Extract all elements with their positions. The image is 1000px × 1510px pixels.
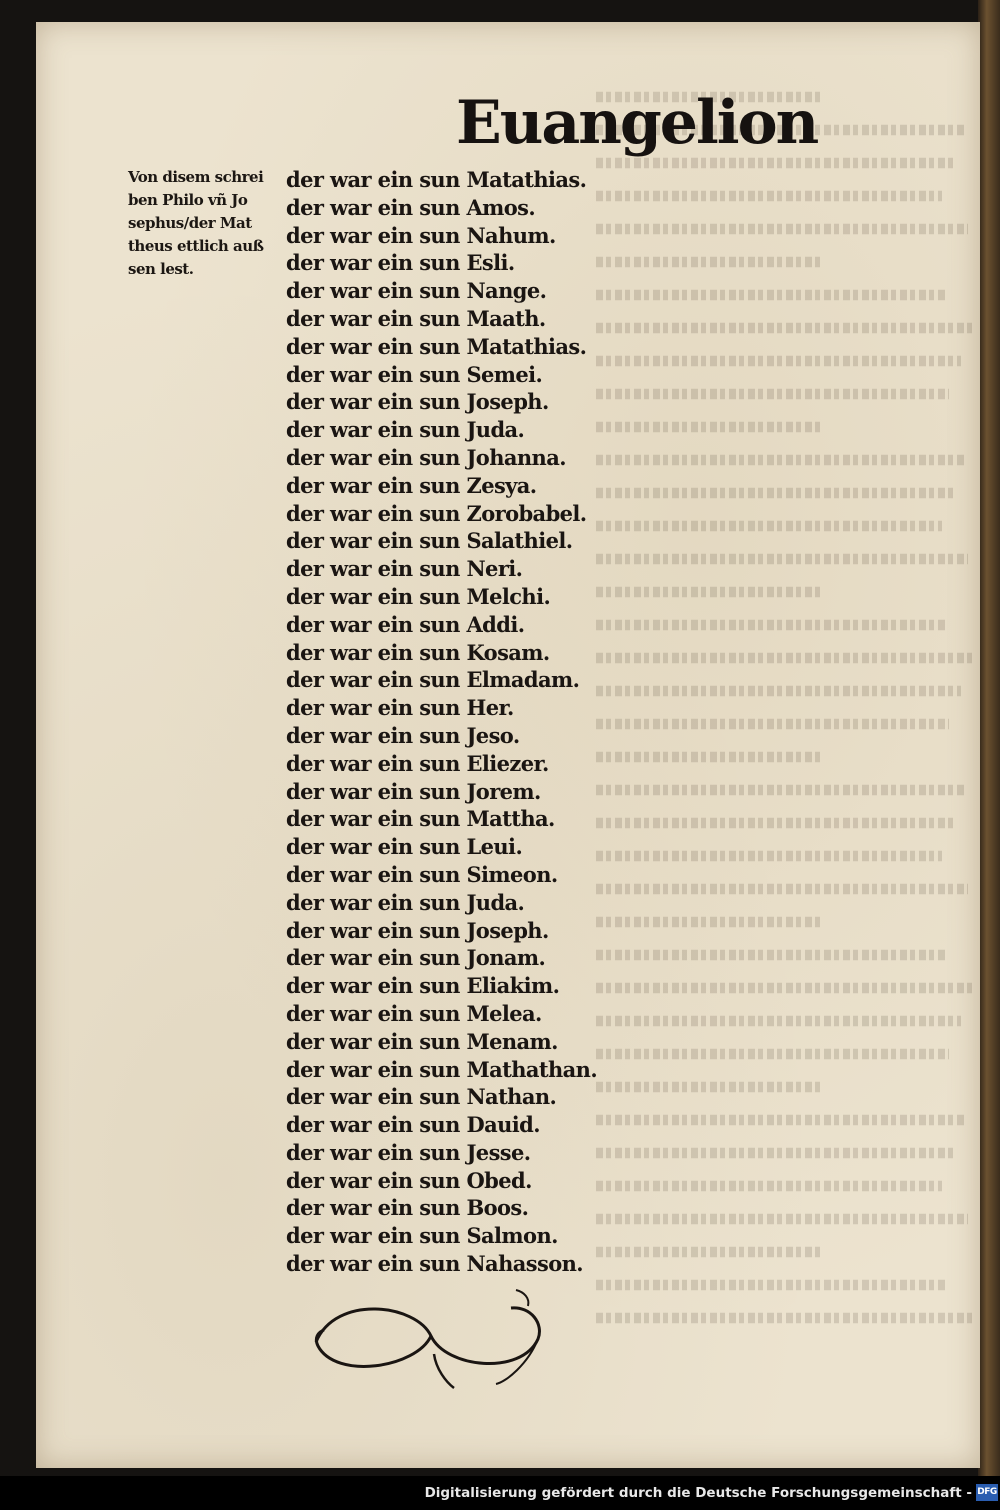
genealogy-line: der war ein sun Simeon. [286,861,558,887]
marginal-note-line: Von disem schrei [128,168,264,186]
genealogy-line: der war ein sun Jorem. [286,778,541,804]
show-through-line [596,1016,961,1027]
show-through-line [596,1148,953,1159]
show-through-line [596,554,968,565]
genealogy-line: der war ein sun Boos. [286,1195,529,1221]
show-through-line [596,785,965,796]
dfg-logo: DFG [976,1484,998,1501]
show-through-line [596,521,942,532]
show-through-line [596,290,946,301]
genealogy-line: der war ein sun Leui. [286,834,523,860]
show-through-line [596,719,949,730]
genealogy-line: der war ein sun Salathiel. [286,528,573,554]
genealogy-line: der war ein sun Amos. [286,194,536,220]
show-through-text [596,82,976,1332]
genealogy-line: der war ein sun Nahum. [286,222,556,248]
show-through-line [596,389,949,400]
show-through-line [596,422,824,433]
genealogy-line: der war ein sun Matathias. [286,167,587,192]
genealogy-list [286,166,606,1278]
show-through-line [596,1049,949,1060]
marginal-note-line: theus ettlich auß [128,237,264,255]
show-through-line [596,257,824,268]
genealogy-line: der war ein sun Salmon. [286,1223,558,1249]
show-through-line [596,653,972,664]
show-through-line [596,983,972,994]
genealogy-line: der war ein sun Jeso. [286,722,520,748]
show-through-line [596,488,953,499]
show-through-line [596,851,942,862]
show-through-line [596,620,946,631]
genealogy-line: der war ein sun Eliezer. [286,750,549,776]
genealogy-line: der war ein sun Nathan. [286,1084,557,1110]
marginal-note-line: sephus/der Mat [128,214,252,232]
ornament-flourish [306,1284,551,1389]
show-through-line [596,1280,946,1291]
genealogy-line: der war ein sun Melea. [286,1000,542,1026]
genealogy-line: der war ein sun Semei. [286,361,543,387]
genealogy-line: der war ein sun Juda. [286,889,525,915]
show-through-line [596,818,953,829]
digitization-credit: Digitalisierung gefördert durch die Deutsche Forschungsgemeinschaft - [424,1485,972,1501]
genealogy-line: der war ein sun Elmadam. [286,667,580,693]
book-page [36,22,980,1468]
genealogy-line: der war ein sun Zorobabel. [286,500,587,526]
show-through-line [596,686,961,697]
show-through-line [596,917,824,928]
show-through-line [596,1082,824,1093]
genealogy-line: der war ein sun Esli. [286,250,515,276]
genealogy-line: der war ein sun Mathathan. [286,1056,598,1082]
genealogy-line: der war ein sun Jesse. [286,1139,531,1165]
book-page-edge [978,0,1000,1476]
show-through-line [596,950,946,961]
genealogy-line: der war ein sun Jonam. [286,945,546,971]
marginal-note-line: sen lest. [128,260,194,278]
show-through-line [596,356,961,367]
show-through-line [596,587,824,598]
show-through-line [596,752,824,763]
genealogy-line: der war ein sun Maath. [286,305,546,331]
marginal-note [128,166,286,281]
genealogy-line: der war ein sun Obed. [286,1167,532,1193]
genealogy-line: der war ein sun Neri. [286,556,523,582]
genealogy-line: der war ein sun Joseph. [286,389,549,415]
genealogy-line: der war ein sun Dauid. [286,1112,540,1138]
show-through-line [596,191,942,202]
genealogy-line: der war ein sun Kosam. [286,639,550,665]
genealogy-line: der war ein sun Matathias. [286,333,587,359]
genealogy-line: der war ein sun Menam. [286,1028,558,1054]
show-through-line [596,884,968,895]
marginal-note-line: ben Philo vñ Jo [128,191,248,209]
genealogy-line: der war ein sun Joseph. [286,917,549,943]
show-through-line [596,455,965,466]
footer-bar [0,1476,1000,1510]
genealogy-line: der war ein sun Johanna. [286,444,566,470]
show-through-line [596,224,968,235]
show-through-line [596,1247,824,1258]
show-through-line [596,1214,968,1225]
show-through-line [596,323,972,334]
genealogy-line: der war ein sun Eliakim. [286,973,560,999]
show-through-line [596,1313,972,1324]
show-through-line [596,1115,965,1126]
genealogy-line: der war ein sun Melchi. [286,583,551,609]
genealogy-line: der war ein sun Zesya. [286,472,537,498]
genealogy-line: der war ein sun Addi. [286,611,525,637]
genealogy-line: der war ein sun Mattha. [286,806,555,832]
genealogy-line: der war ein sun Her. [286,695,514,721]
running-head: Euangelion [456,88,818,158]
genealogy-line: der war ein sun Nahasson. [286,1251,583,1277]
genealogy-line: der war ein sun Juda. [286,417,525,443]
show-through-line [596,1181,942,1192]
genealogy-line: der war ein sun Nange. [286,278,547,304]
